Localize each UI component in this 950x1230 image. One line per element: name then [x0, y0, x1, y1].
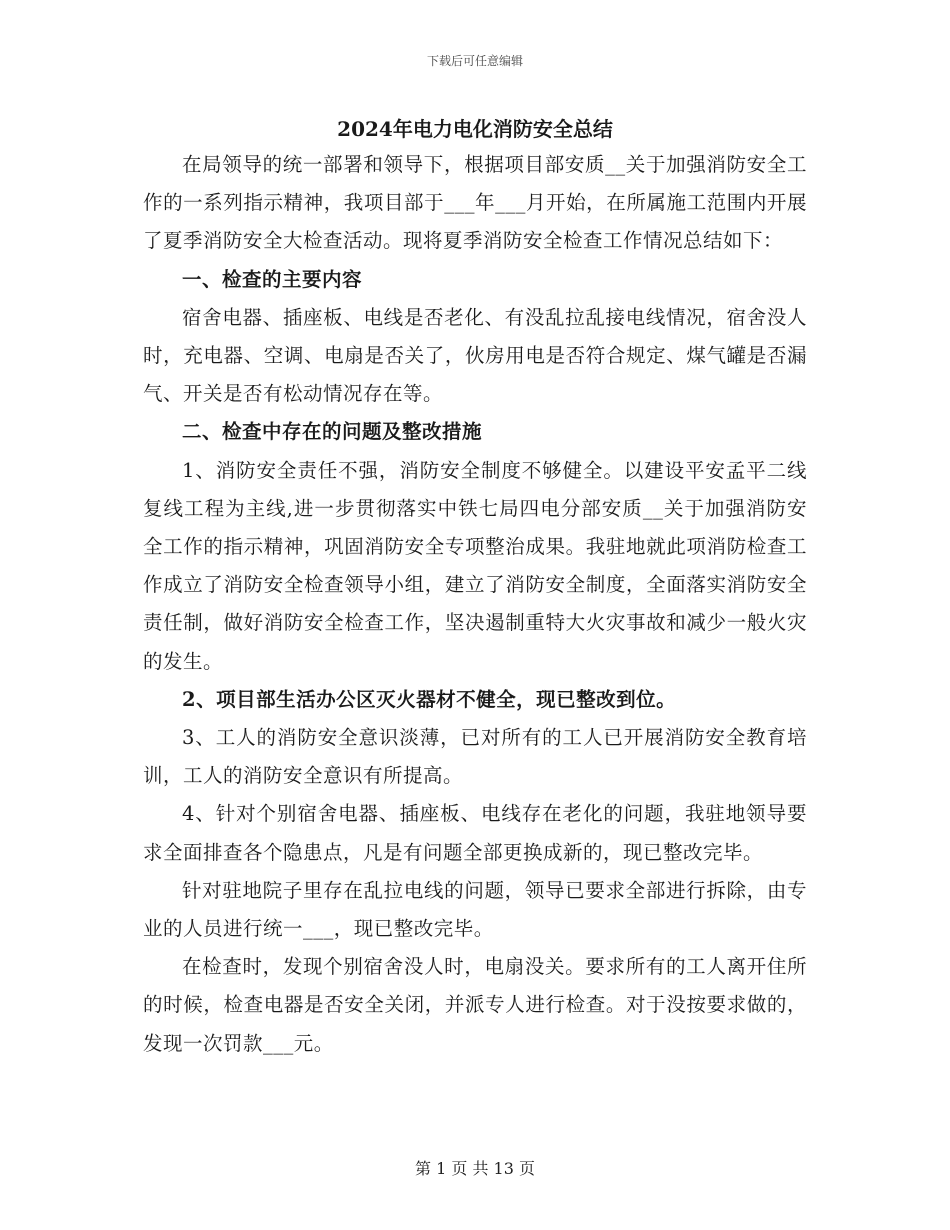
page-number: 第 1 页 共 13 页: [415, 1159, 535, 1178]
document-title: 2024年电力电化消防安全总结: [337, 117, 613, 141]
section-heading: 2、项目部生活办公区灭火器材不健全，现已整改到位。: [182, 687, 677, 711]
paragraph: 宿舍电器、插座板、电线是否老化、有没乱拉乱接电线情况，宿舍没人时，充电器、空调、电扇是否关了，伙房用电是否符合规定、煤气罐是否漏气、开关是否有松动情况存在等。: [143, 305, 807, 406]
paragraph: 在检查时，发现个别宿舍没人时，电扇没关。要求所有的工人离开住所的时候，检查电器是否安全关闭，并派专人进行检查。对于没按要求做的，发现一次罚款___元。: [143, 955, 807, 1055]
paragraph: 在局领导的统一部署和领导下，根据项目部安质__关于加强消防安全工作的一系列指示精神，我项目部于___年___月开始，在所属施工范围内开展了夏季消防安全大检查活动。现将夏季消防安全检查工作情况总结如下：: [143, 153, 807, 253]
paragraph: 4、针对个别宿舍电器、插座板、电线存在老化的问题，我驻地领导要求全面排查各个隐患点，凡是有问题全部更换成新的，现已整改完毕。: [143, 802, 807, 864]
section-heading: 二、检查中存在的问题及整改措施: [182, 420, 483, 444]
paragraph: 针对驻地院子里存在乱拉电线的问题，领导已要求全部进行拆除，由专业的人员进行统一___，现已整改完毕。: [143, 878, 807, 941]
paragraph: 1、消防安全责任不强，消防安全制度不够健全。以建设平安孟平二线复线工程为主线,进一步贯彻落实中铁七局四电分部安质__关于加强消防安全工作的指示精神，巩固消防安全专项整治成果。我驻地就此项消防检查工作成立了消防安全检查领导小组，建立了消防安全制度，全面落实消防安全责任制，做好消防安全检查工作，坚决遏制重特大火灾事故和减少一般火灾的发生。: [143, 458, 807, 673]
paragraph: 3、工人的消防安全意识淡薄，已对所有的工人已开展消防安全教育培训，工人的消防安全意识有所提高。: [143, 726, 807, 788]
header-note: 下载后可任意编辑: [426, 54, 523, 68]
paragraph-list: [143, 146, 807, 1063]
document-body: [143, 112, 807, 1063]
section-heading: 一、检查的主要内容: [182, 267, 363, 291]
